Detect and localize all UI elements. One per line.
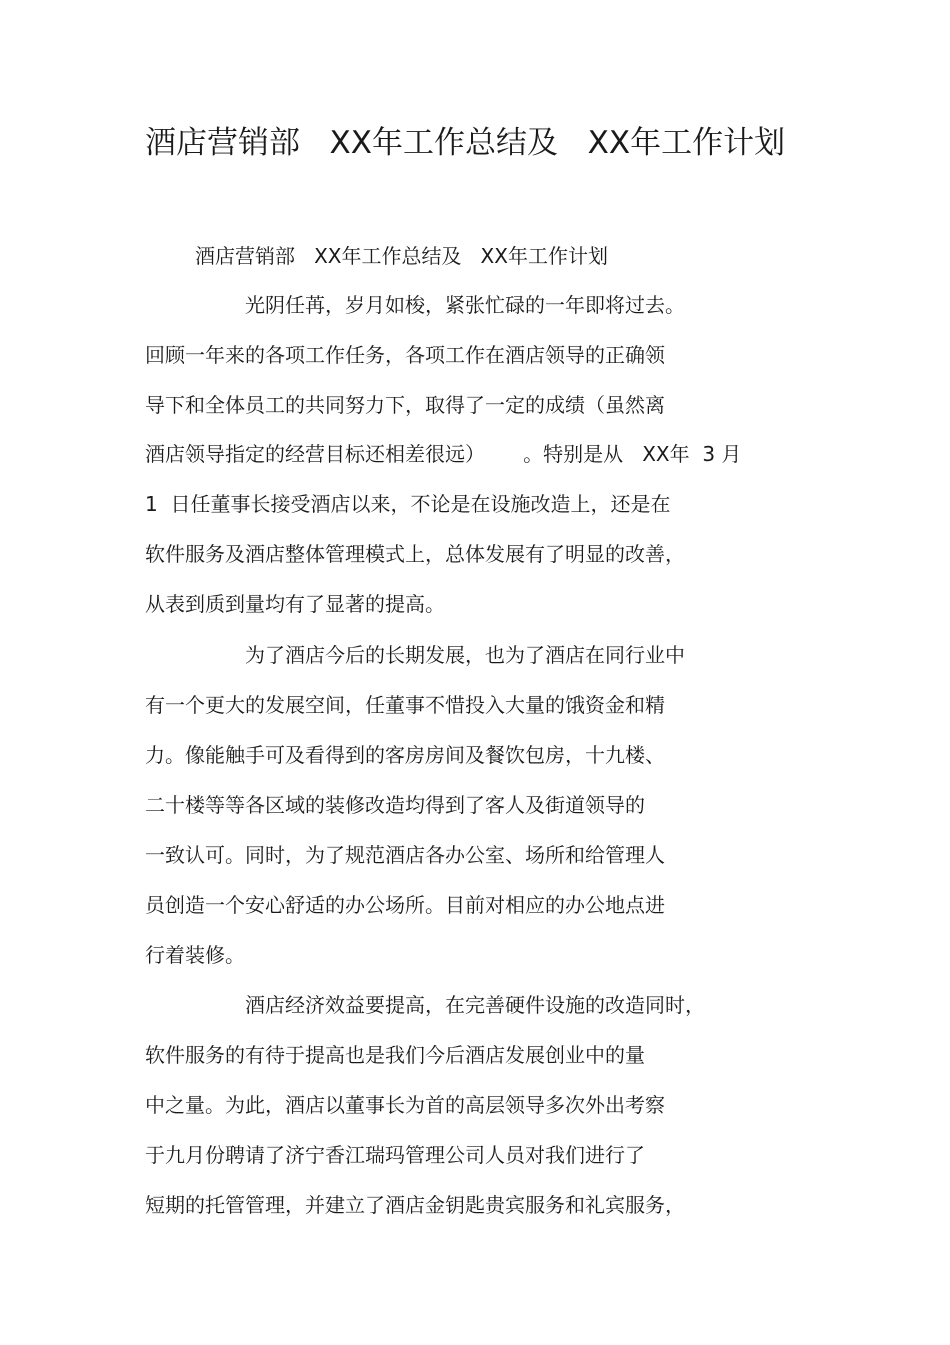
paragraph-2-line-4: 二十楼等等各区域的装修改造均得到了客人及街道领导的	[145, 793, 645, 817]
paragraph-2-line-2: 有一个更大的发展空间，任董事不惜投入大量的饿资金和精	[145, 693, 665, 717]
paragraph-2-line-6: 员创造一个安心舒适的办公场所。目前对相应的办公地点进	[145, 893, 665, 917]
paragraph-1-line-6: 软件服务及酒店整体管理模式上，总体发展有了明显的改善，	[145, 542, 685, 566]
paragraph-2-line-1: 为了酒店今后的长期发展，也为了酒店在同行业中	[245, 643, 685, 667]
paragraph-1-line-7: 从表到质到量均有了显著的提高。	[145, 592, 445, 616]
paragraph-2-line-3: 力。像能触手可及看得到的客房房间及餐饮包房，十九楼、	[145, 743, 665, 767]
paragraph-1-line-3: 导下和全体员工的共同努力下，取得了一定的成绩（虽然离	[145, 393, 665, 417]
document-title: 酒店营销部 XX年工作总结及 XX年工作计划	[145, 125, 786, 161]
paragraph-1-line-4: 酒店领导指定的经营目标还相差很远） 。特别是从 XX年 3 月	[145, 442, 742, 466]
paragraph-1-line-5: 1 日任董事长接受酒店以来，不论是在设施改造上，还是在	[145, 492, 671, 516]
paragraph-3-line-1: 酒店经济效益要提高，在完善硬件设施的改造同时，	[245, 993, 705, 1017]
paragraph-1-line-1: 光阴任苒，岁月如梭，紧张忙碌的一年即将过去。	[245, 293, 685, 317]
paragraph-2-line-5: 一致认可。同时，为了规范酒店各办公室、场所和给管理人	[145, 843, 665, 867]
paragraph-3-line-3: 中之量。为此，酒店以董事长为首的高层领导多次外出考察	[145, 1093, 665, 1117]
document-subtitle: 酒店营销部 XX年工作总结及 XX年工作计划	[195, 244, 608, 268]
paragraph-3-line-4: 于九月份聘请了济宁香江瑞玛管理公司人员对我们进行了	[145, 1143, 645, 1167]
paragraph-1-line-2: 回顾一年来的各项工作任务，各项工作在酒店领导的正确领	[145, 343, 665, 367]
paragraph-2-line-7: 行着装修。	[145, 943, 245, 967]
paragraph-3-line-5: 短期的托管管理，并建立了酒店金钥匙贵宾服务和礼宾服务，	[145, 1193, 685, 1217]
paragraph-3-line-2: 软件服务的有待于提高也是我们今后酒店发展创业中的量	[145, 1043, 645, 1067]
